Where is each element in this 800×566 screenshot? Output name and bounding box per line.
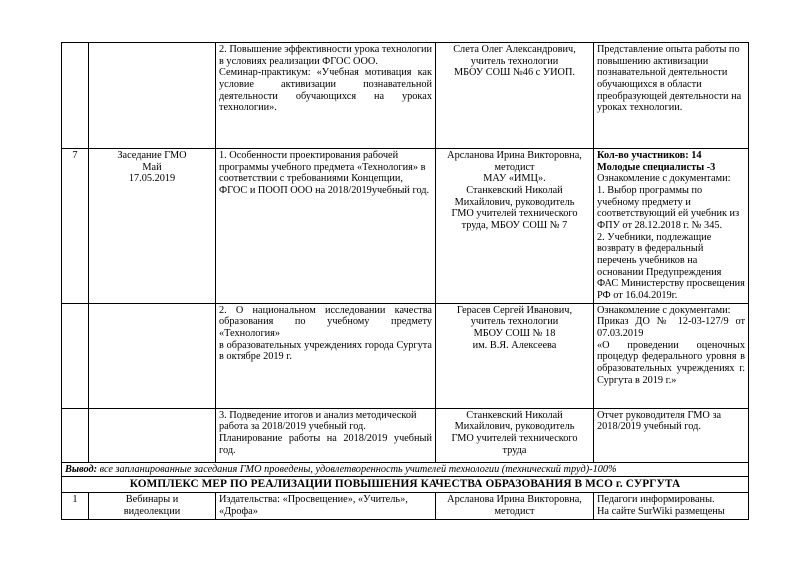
responsible-line: Арсланова Ирина Викторовна, bbox=[447, 494, 582, 506]
result-paragraph: Ознакомление с документами: bbox=[597, 173, 731, 185]
responsible-line: Станкевский Николай bbox=[466, 185, 563, 197]
cell-number: 1 bbox=[62, 493, 89, 519]
responsible-line: учитель технологии bbox=[470, 316, 559, 328]
result-paragraph: Отчет руководителя ГМО за 2018/2019 учебный год. bbox=[597, 409, 722, 433]
cell-number bbox=[62, 408, 89, 462]
plan-table bbox=[61, 42, 749, 520]
responsible-line: Михайлович, руководитель bbox=[454, 421, 575, 433]
cell-result bbox=[594, 493, 749, 519]
topic-paragraph: Семинар-практикум: «Учебная мотивация как условие активизации познавательной деятельности обучающихся на уроках технологии». bbox=[219, 67, 432, 114]
table-row bbox=[62, 43, 749, 149]
cell-result bbox=[594, 43, 749, 149]
cell-event bbox=[89, 43, 216, 149]
table-row bbox=[62, 303, 749, 408]
table-row-conclusion bbox=[62, 462, 749, 477]
responsible-line: Арсланова Ирина Викторовна, bbox=[447, 150, 582, 161]
cell-event bbox=[89, 303, 216, 408]
responsible-line: методист bbox=[494, 161, 535, 173]
cell-number bbox=[62, 303, 89, 408]
topic-paragraph: Издательства: «Просвещение», «Учитель», «Дрофа» bbox=[219, 494, 408, 517]
responsible-line: Станкевский Николай bbox=[466, 409, 563, 421]
topic-paragraph: 1. Особенности проектирования рабочей программы учебного предмета «Технология» в соответствии с требованиями Концепции, ФГОС и ПООП ООО на 2018/2019учебный год. bbox=[219, 150, 430, 197]
event-line: Заседание ГМО bbox=[117, 150, 187, 161]
cell-topic bbox=[216, 493, 436, 519]
conclusion-label: Вывод: bbox=[65, 463, 98, 475]
cell-topic bbox=[216, 43, 436, 149]
cell-event bbox=[89, 408, 216, 462]
cell-responsible bbox=[436, 303, 594, 408]
cell-number: 7 bbox=[62, 149, 89, 304]
conclusion-text: все запланированные заседания ГМО проведены, удовлетворенность учителей технологии (технический труд)-100% bbox=[97, 463, 617, 475]
table-row-section-header bbox=[62, 477, 749, 493]
responsible-line: Михайлович, руководитель bbox=[454, 196, 575, 208]
table-row bbox=[62, 408, 749, 462]
cell-event bbox=[89, 149, 216, 304]
result-paragraph: «О проведении оценочных процедур федерального уровня в образовательных учреждениях г. Сургута в 2019 г.» bbox=[597, 339, 745, 386]
cell-result bbox=[594, 303, 749, 408]
responsible-line: МБОУ СОШ №46 с УИОП. bbox=[454, 67, 575, 79]
responsible-line: учитель технологии bbox=[470, 55, 559, 67]
cell-responsible bbox=[436, 43, 594, 149]
event-date: 17.05.2019 bbox=[128, 173, 176, 185]
cell-topic bbox=[216, 149, 436, 304]
table-row bbox=[62, 149, 749, 304]
cell-responsible bbox=[436, 493, 594, 519]
cell-topic bbox=[216, 408, 436, 462]
cell-responsible bbox=[436, 408, 594, 462]
topic-paragraph: Планирование работы на 2018/2019 учебный год. bbox=[219, 433, 432, 456]
result-paragraph: На сайте SurWiki размещены bbox=[597, 505, 725, 517]
participants-count: Кол-во участников: 14 bbox=[597, 150, 702, 161]
young-specialists-count: Молодые специалисты -3 bbox=[597, 161, 716, 173]
table-body bbox=[62, 43, 749, 520]
topic-paragraph: в образовательных учреждениях города Сургута в октябре 2019 г. bbox=[219, 339, 432, 363]
cell-number bbox=[62, 43, 89, 149]
result-paragraph: Представление опыта работы по повышению активизации познавательной деятельности обучающихся в области преобразующей деятельности на уроках технологии. bbox=[597, 44, 742, 114]
result-paragraph: 2. Учебники, подлежащие возврату в федеральный перечень учебников на основании Предупреждения ФАС Министерству просвещения РФ от 16.04.2019г. bbox=[597, 231, 745, 302]
result-paragraph: Ознакомление с документами: bbox=[597, 304, 731, 316]
result-paragraph: Педагоги информированы. bbox=[597, 494, 715, 506]
responsible-line: методист bbox=[494, 505, 535, 517]
section-header: КОМПЛЕКС МЕР ПО РЕАЛИЗАЦИИ ПОВЫШЕНИЯ КАЧЕСТВА ОБРАЗОВАНИЯ В МСО г. СУРГУТА bbox=[62, 477, 749, 493]
responsible-line: труда, МБОУ СОШ № 7 bbox=[461, 220, 568, 232]
cell-conclusion bbox=[62, 462, 749, 477]
responsible-line: МАУ «ИМЦ». bbox=[483, 173, 546, 185]
cell-topic bbox=[216, 303, 436, 408]
responsible-line: ГМО учителей технического bbox=[451, 208, 578, 220]
responsible-line: ГМО учителей технического bbox=[451, 433, 578, 445]
responsible-line: Герасев Сергей Иванович, bbox=[456, 304, 573, 316]
topic-paragraph: 2. О национальном исследовании качества образования по учебному предмету «Технология» bbox=[219, 304, 432, 340]
topic-paragraph: 2. Повышение эффективности урока технологии в условиях реализации ФГОС ООО. bbox=[219, 44, 432, 67]
cell-responsible bbox=[436, 149, 594, 304]
result-paragraph: 1. Выбор программы по учебному предмету и соответствующий ей учебник из ФПУ от 28.12.2018 г. № 345. bbox=[597, 185, 740, 232]
cell-result bbox=[594, 149, 749, 304]
cell-event bbox=[89, 493, 216, 519]
event-line: видеолекции bbox=[123, 505, 181, 517]
result-order-number: Приказ ДО № 12-03-127/9 от 07.03.2019 bbox=[597, 316, 745, 340]
responsible-line: им. В.Я. Алексеева bbox=[472, 339, 557, 351]
topic-paragraph: 3. Подведение итогов и анализ методической работа за 2018/2019 учебный год. bbox=[219, 409, 417, 433]
event-line: Май bbox=[142, 161, 162, 173]
responsible-line: МБОУ СОШ № 18 bbox=[473, 328, 556, 340]
responsible-line: Слета Олег Александрович, bbox=[453, 44, 576, 55]
cell-result bbox=[594, 408, 749, 462]
event-line: Вебинары и bbox=[125, 494, 179, 506]
table-row bbox=[62, 493, 749, 519]
responsible-line: труда bbox=[502, 444, 527, 456]
